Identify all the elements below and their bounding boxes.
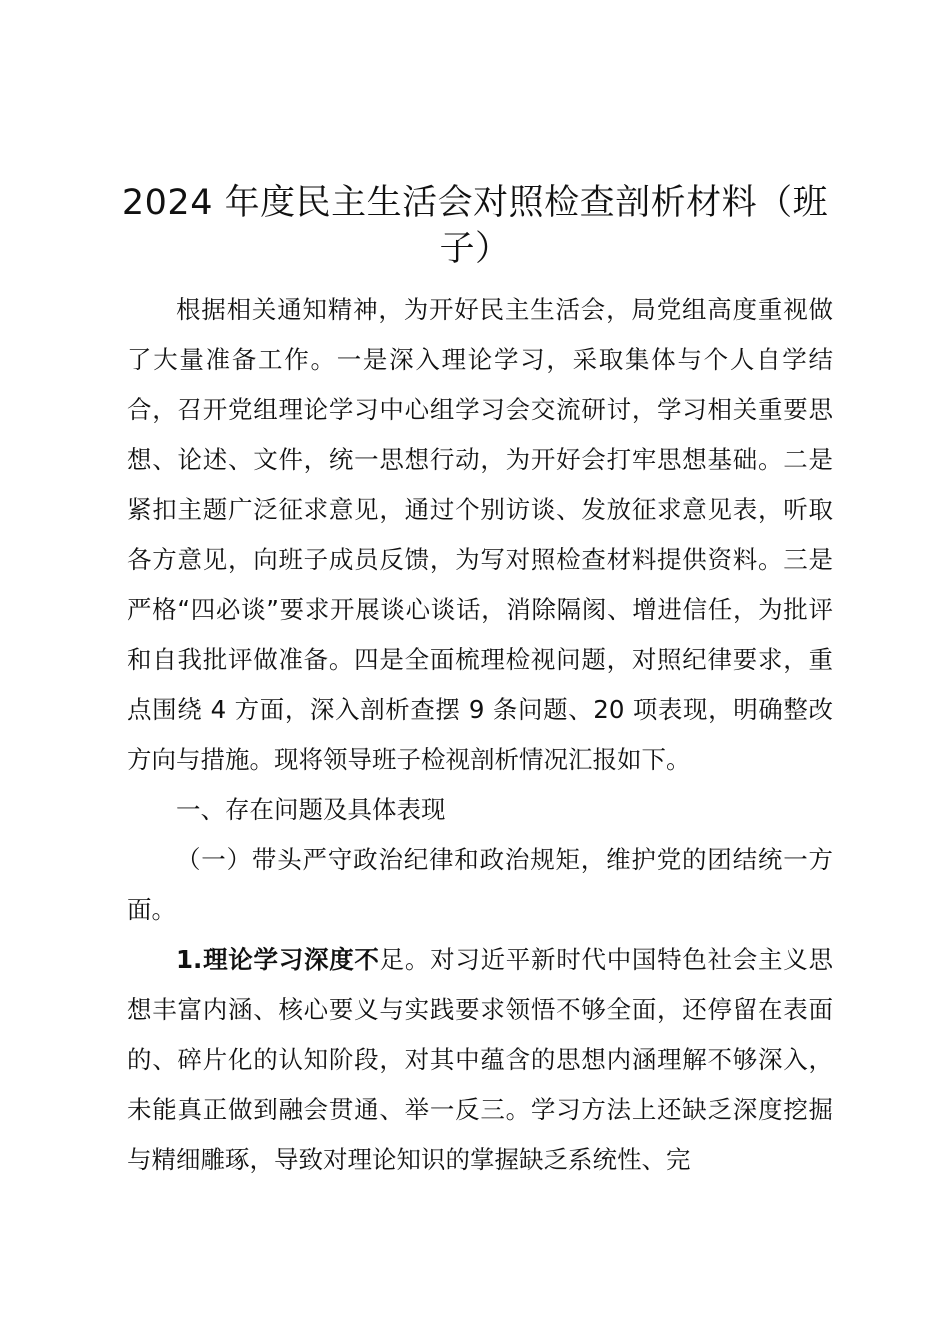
item-text: 足。对习近平新时代中国特色社会主义思想丰富内涵、核心要义与实践要求领悟不够全面，还停留在表面的、碎片化的认知阶段，对其中蕴含的思想内涵理解不够深入，未能真正做到融会贯通、举一反三。学习方法上还缺乏深度挖掘与精细雕琢，导致对理论知识的掌握缺乏系统性、完	[127, 945, 834, 1174]
item-paragraph	[127, 935, 833, 1185]
document-title: 2024 年度民主生活会对照检查剖析材料（班子）	[121, 183, 829, 269]
item-label: 1.理论学习深度不	[176, 945, 380, 974]
intro-paragraph: 根据相关通知精神，为开好民主生活会，局党组高度重视做了大量准备工作。一是深入理论学习，采取集体与个人自学结合，召开党组理论学习中心组学习会交流研讨，学习相关重要思想、论述、文件，统一思想行动，为开好会打牢思想基础。二是紧扣主题广泛征求意见，通过个别访谈、发放征求意见表，听取各方意见，向班子成员反馈，为写对照检查材料提供资料。三是严格“四必谈”要求开展谈心谈话，消除隔阂、增进信任，为批评和自我批评做准备。四是全面梳理检视问题，对照纪律要求，重点围绕 4 方面，深入剖析查摆 9 条问题、20 项表现，明确整改方向与措施。现将领导班子检视剖析情况汇报如下。	[127, 295, 833, 774]
subsection-heading: （一）带头严守政治纪律和政治规矩，维护党的团结统一方面。	[127, 845, 833, 924]
document-body	[127, 285, 833, 1185]
section-heading: 一、存在问题及具体表现	[176, 795, 446, 824]
